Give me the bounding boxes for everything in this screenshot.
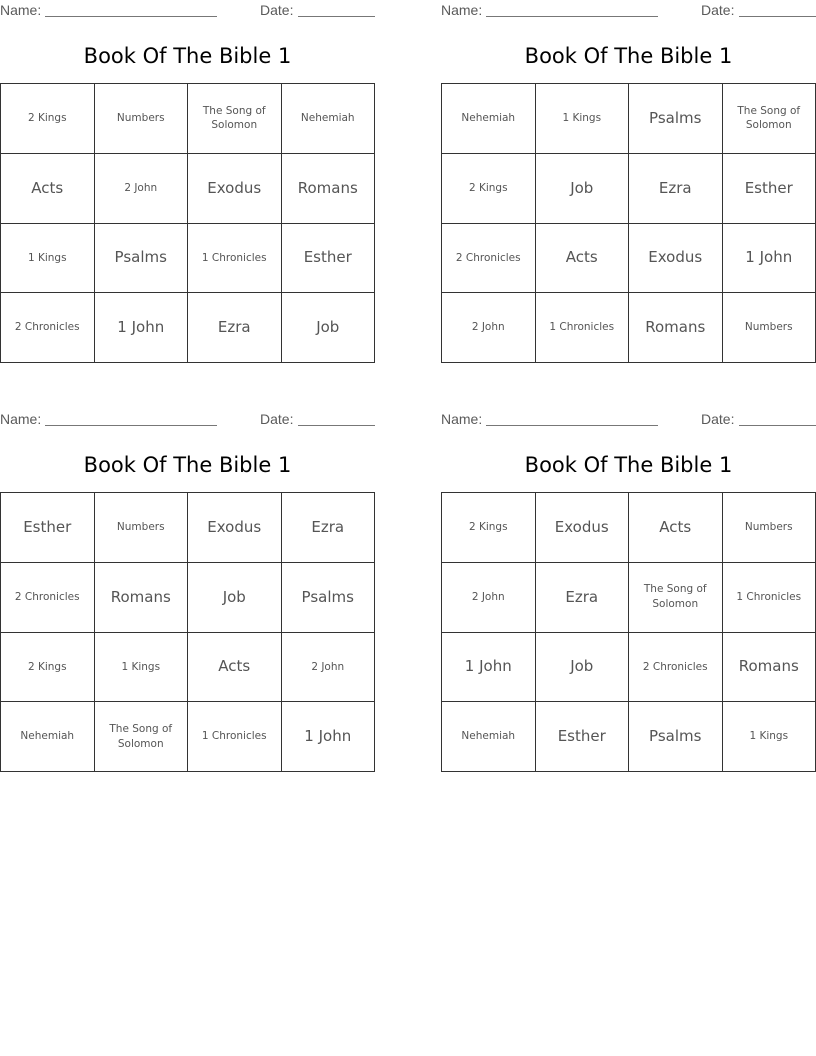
date-blank-line[interactable] xyxy=(739,425,816,426)
bingo-cell[interactable]: 1 Kings xyxy=(536,84,630,154)
bingo-grid xyxy=(441,83,816,363)
date-label: Date: xyxy=(701,2,735,18)
bingo-cell[interactable]: 2 John xyxy=(442,563,536,633)
bingo-cell[interactable]: Romans xyxy=(95,563,189,633)
bingo-cell[interactable]: Exodus xyxy=(188,154,282,224)
bingo-cell[interactable]: Exodus xyxy=(629,224,723,294)
bingo-cell[interactable]: Psalms xyxy=(282,563,376,633)
date-label: Date: xyxy=(701,411,735,427)
bingo-cell[interactable]: 2 Kings xyxy=(1,84,95,154)
bingo-cell[interactable]: 1 Chronicles xyxy=(188,702,282,772)
bingo-cell[interactable]: Ezra xyxy=(536,563,630,633)
bingo-grid xyxy=(0,492,375,772)
bingo-cell[interactable]: Job xyxy=(536,154,630,224)
bingo-cell[interactable]: 2 John xyxy=(282,633,376,703)
date-blank-line[interactable] xyxy=(298,16,375,17)
bingo-cell[interactable]: Esther xyxy=(723,154,816,224)
card-title: Book Of The Bible 1 xyxy=(83,44,292,68)
name-date-row xyxy=(0,0,375,20)
bingo-grid xyxy=(441,492,816,772)
bingo-cell[interactable]: 1 Chronicles xyxy=(188,224,282,294)
bingo-cell[interactable]: Acts xyxy=(629,493,723,563)
card-title: Book Of The Bible 1 xyxy=(524,453,733,477)
bingo-grid xyxy=(0,83,375,363)
bingo-cell[interactable]: 2 Kings xyxy=(442,493,536,563)
bingo-cell[interactable]: 2 Chronicles xyxy=(1,293,95,363)
bingo-cell[interactable]: 2 Chronicles xyxy=(1,563,95,633)
name-label: Name: xyxy=(441,411,483,427)
bingo-cell[interactable]: The Song of Solomon xyxy=(95,702,189,772)
bingo-cell[interactable]: Nehemiah xyxy=(442,84,536,154)
bingo-cell[interactable]: 1 John xyxy=(723,224,816,294)
bingo-cell[interactable]: Nehemiah xyxy=(442,702,536,772)
bingo-cell[interactable]: Esther xyxy=(536,702,630,772)
bingo-cell[interactable]: Psalms xyxy=(95,224,189,294)
bingo-cell[interactable]: Numbers xyxy=(95,493,189,563)
bingo-cell[interactable]: Esther xyxy=(1,493,95,563)
bingo-cell[interactable]: Ezra xyxy=(188,293,282,363)
bingo-cell[interactable]: Job xyxy=(188,563,282,633)
bingo-cell[interactable]: 1 John xyxy=(95,293,189,363)
bingo-cell[interactable]: 1 Kings xyxy=(95,633,189,703)
bingo-cell[interactable]: 2 Kings xyxy=(1,633,95,703)
bingo-cell[interactable]: 2 Kings xyxy=(442,154,536,224)
bingo-cell[interactable]: Ezra xyxy=(282,493,376,563)
bingo-cell[interactable]: Job xyxy=(282,293,376,363)
bingo-cell[interactable]: Romans xyxy=(629,293,723,363)
name-blank-line[interactable] xyxy=(45,425,217,426)
date-label: Date: xyxy=(260,411,294,427)
date-blank-line[interactable] xyxy=(739,16,816,17)
bingo-cell[interactable]: Nehemiah xyxy=(282,84,376,154)
bingo-cell[interactable]: The Song of Solomon xyxy=(723,84,816,154)
bingo-cell[interactable]: 1 John xyxy=(442,633,536,703)
bingo-cell[interactable]: 1 Kings xyxy=(1,224,95,294)
bingo-cell[interactable]: Job xyxy=(536,633,630,703)
bingo-cell[interactable]: 2 John xyxy=(95,154,189,224)
bingo-cell[interactable]: 2 Chronicles xyxy=(442,224,536,294)
date-blank-line[interactable] xyxy=(298,425,375,426)
name-date-row xyxy=(441,0,816,20)
name-label: Name: xyxy=(441,2,483,18)
name-date-row xyxy=(0,409,375,429)
name-blank-line[interactable] xyxy=(45,16,217,17)
bingo-cell[interactable]: Ezra xyxy=(629,154,723,224)
bingo-cell[interactable]: Exodus xyxy=(536,493,630,563)
bingo-cell[interactable]: Psalms xyxy=(629,702,723,772)
bingo-cell[interactable]: Acts xyxy=(1,154,95,224)
bingo-cell[interactable]: 1 John xyxy=(282,702,376,772)
bingo-cell[interactable]: 1 Kings xyxy=(723,702,816,772)
bingo-cell[interactable]: The Song of Solomon xyxy=(629,563,723,633)
bingo-cell[interactable]: Numbers xyxy=(723,493,816,563)
bingo-cell[interactable]: Esther xyxy=(282,224,376,294)
bingo-cell[interactable]: 1 Chronicles xyxy=(536,293,630,363)
bingo-cell[interactable]: Romans xyxy=(723,633,816,703)
name-label: Name: xyxy=(0,2,42,18)
bingo-cell[interactable]: 2 Chronicles xyxy=(629,633,723,703)
card-title: Book Of The Bible 1 xyxy=(524,44,733,68)
name-blank-line[interactable] xyxy=(486,16,658,17)
bingo-cell[interactable]: Numbers xyxy=(723,293,816,363)
name-blank-line[interactable] xyxy=(486,425,658,426)
bingo-cell[interactable]: Acts xyxy=(536,224,630,294)
bingo-cell[interactable]: Psalms xyxy=(629,84,723,154)
card-title: Book Of The Bible 1 xyxy=(83,453,292,477)
bingo-cell[interactable]: Romans xyxy=(282,154,376,224)
date-label: Date: xyxy=(260,2,294,18)
bingo-cell[interactable]: Numbers xyxy=(95,84,189,154)
bingo-cell[interactable]: Nehemiah xyxy=(1,702,95,772)
bingo-cell[interactable]: The Song of Solomon xyxy=(188,84,282,154)
bingo-cell[interactable]: Acts xyxy=(188,633,282,703)
bingo-cell[interactable]: Exodus xyxy=(188,493,282,563)
bingo-cell[interactable]: 2 John xyxy=(442,293,536,363)
name-date-row xyxy=(441,409,816,429)
bingo-cell[interactable]: 1 Chronicles xyxy=(723,563,816,633)
name-label: Name: xyxy=(0,411,42,427)
